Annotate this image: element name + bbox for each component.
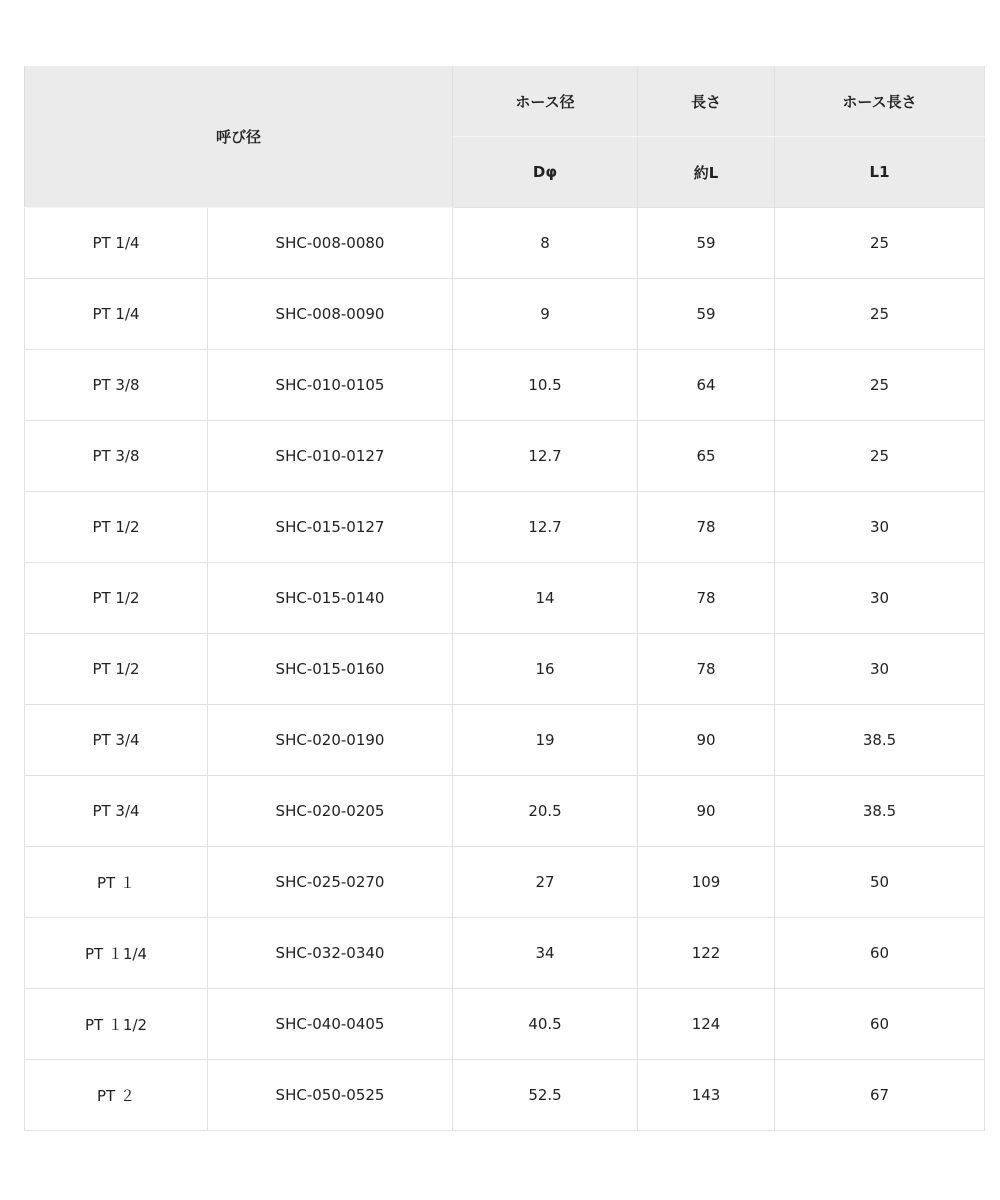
header-hose-length-symbol: L1 [775,137,985,208]
length-cell: 78 [638,563,775,634]
table-row [25,705,985,776]
hose-diameter-cell: 9 [453,279,638,350]
table-row [25,350,985,421]
hose-diameter-cell: 12.7 [453,492,638,563]
hose-diameter-cell: 10.5 [453,350,638,421]
nominal-size-cell: PT 1/4 [25,279,208,350]
length-cell: 59 [638,279,775,350]
hose-length-cell: 25 [775,208,985,279]
table-row [25,1060,985,1131]
hose-diameter-cell: 40.5 [453,989,638,1060]
hose-length-cell: 25 [775,350,985,421]
hose-length-cell: 60 [775,989,985,1060]
header-length: 長さ [638,66,775,137]
table-row [25,776,985,847]
table-row [25,634,985,705]
nominal-size-cell: PT 1/2 [25,634,208,705]
header-length-symbol: 約L [638,137,775,208]
hose-diameter-cell: 19 [453,705,638,776]
part-number-cell: SHC-025-0270 [208,847,453,918]
header-row-labels [25,66,985,137]
part-number-cell: SHC-015-0127 [208,492,453,563]
hose-length-cell: 30 [775,634,985,705]
header-hose-diameter-symbol: Dφ [453,137,638,208]
length-cell: 143 [638,1060,775,1131]
table-row [25,279,985,350]
part-number-cell: SHC-032-0340 [208,918,453,989]
length-cell: 78 [638,634,775,705]
nominal-size-cell: PT １ [25,847,208,918]
header-nominal-diameter: 呼び径 [25,66,453,208]
part-number-cell: SHC-010-0105 [208,350,453,421]
part-number-cell: SHC-020-0205 [208,776,453,847]
nominal-size-cell: PT 3/8 [25,421,208,492]
hose-length-cell: 60 [775,918,985,989]
length-cell: 109 [638,847,775,918]
hose-diameter-cell: 14 [453,563,638,634]
part-number-cell: SHC-008-0090 [208,279,453,350]
hose-diameter-cell: 34 [453,918,638,989]
hose-length-cell: 50 [775,847,985,918]
nominal-size-cell: PT 3/4 [25,776,208,847]
length-cell: 59 [638,208,775,279]
part-number-cell: SHC-040-0405 [208,989,453,1060]
length-cell: 65 [638,421,775,492]
part-number-cell: SHC-015-0160 [208,634,453,705]
hose-diameter-cell: 52.5 [453,1060,638,1131]
nominal-size-cell: PT 1/2 [25,492,208,563]
part-number-cell: SHC-050-0525 [208,1060,453,1131]
table-row [25,421,985,492]
table-body [25,208,985,1131]
hose-length-cell: 25 [775,421,985,492]
table-row [25,847,985,918]
hose-diameter-cell: 12.7 [453,421,638,492]
nominal-size-cell: PT 1/2 [25,563,208,634]
length-cell: 64 [638,350,775,421]
table-header [25,66,985,208]
nominal-size-cell: PT １1/4 [25,918,208,989]
length-cell: 124 [638,989,775,1060]
nominal-size-cell: PT ２ [25,1060,208,1131]
hose-diameter-cell: 27 [453,847,638,918]
table-row [25,208,985,279]
length-cell: 78 [638,492,775,563]
hose-length-cell: 38.5 [775,776,985,847]
hose-length-cell: 30 [775,492,985,563]
hose-diameter-cell: 20.5 [453,776,638,847]
hose-length-cell: 30 [775,563,985,634]
hose-diameter-cell: 16 [453,634,638,705]
length-cell: 90 [638,776,775,847]
nominal-size-cell: PT 3/4 [25,705,208,776]
part-number-cell: SHC-008-0080 [208,208,453,279]
spec-table [24,66,985,1131]
hose-diameter-cell: 8 [453,208,638,279]
hose-length-cell: 25 [775,279,985,350]
length-cell: 122 [638,918,775,989]
table-row [25,492,985,563]
part-number-cell: SHC-015-0140 [208,563,453,634]
nominal-size-cell: PT １1/2 [25,989,208,1060]
nominal-size-cell: PT 1/4 [25,208,208,279]
table-row [25,989,985,1060]
part-number-cell: SHC-020-0190 [208,705,453,776]
nominal-size-cell: PT 3/8 [25,350,208,421]
header-hose-diameter: ホース径 [453,66,638,137]
part-number-cell: SHC-010-0127 [208,421,453,492]
header-hose-length: ホース長さ [775,66,985,137]
hose-length-cell: 38.5 [775,705,985,776]
length-cell: 90 [638,705,775,776]
hose-length-cell: 67 [775,1060,985,1131]
table-row [25,563,985,634]
table-row [25,918,985,989]
